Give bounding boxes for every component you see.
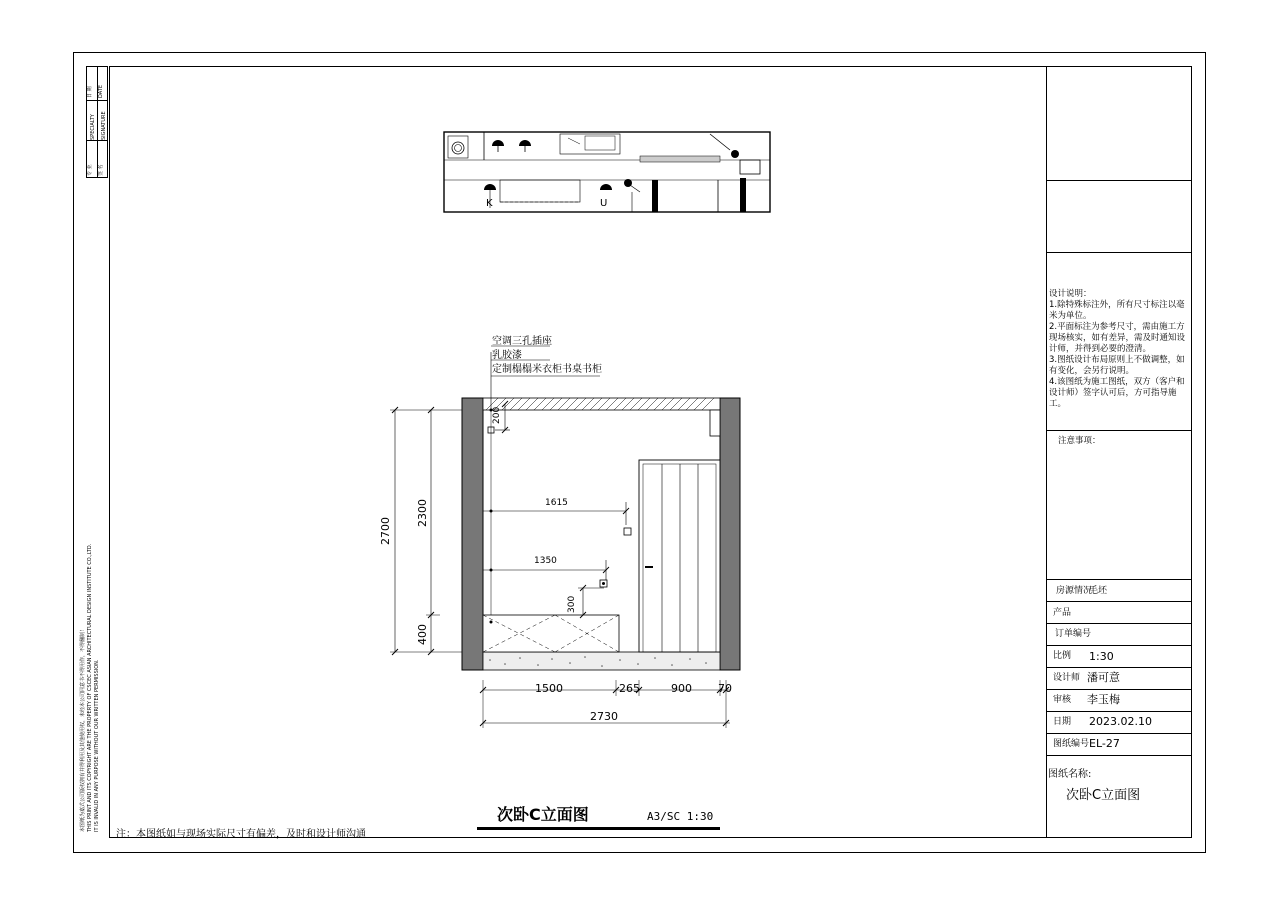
label-property: 房源情况 bbox=[1056, 586, 1093, 596]
date-label: 日 期 bbox=[87, 86, 93, 98]
dim-200: 200 bbox=[492, 406, 502, 424]
label-date: 日期 bbox=[1053, 717, 1072, 727]
dim-2730: 2730 bbox=[590, 710, 618, 723]
key-plan bbox=[440, 130, 775, 214]
left-wall bbox=[462, 398, 483, 670]
lamp-icon bbox=[484, 184, 496, 190]
svg-text:U: U bbox=[600, 198, 608, 209]
specialty-label: 专 业 bbox=[87, 164, 93, 176]
callout-tatami: 定制榻榻米衣柜书桌书柜 bbox=[492, 364, 602, 375]
drawing-title: 次卧C立面图 bbox=[497, 805, 589, 824]
drawing-scale: A3/SC 1:30 bbox=[647, 810, 714, 823]
dim-265: 265 bbox=[619, 682, 640, 695]
value-designer: 潘可意 bbox=[1087, 671, 1120, 684]
signature-label: 签 名 bbox=[98, 164, 104, 176]
drawing-name-label: 图纸名称: bbox=[1048, 769, 1092, 780]
wardrobe bbox=[639, 460, 720, 652]
elevation-drawing bbox=[380, 330, 760, 740]
ceiling bbox=[483, 398, 720, 410]
tatami-platform bbox=[483, 615, 619, 652]
label-scale: 比例 bbox=[1053, 651, 1072, 661]
dim-2700: 2700 bbox=[379, 517, 392, 545]
dim-2300: 2300 bbox=[416, 499, 429, 527]
value-date: 2023.02.10 bbox=[1089, 715, 1152, 728]
door-handle bbox=[645, 566, 653, 568]
dim-400: 400 bbox=[416, 624, 429, 645]
notes-title: 设计说明： bbox=[1049, 289, 1092, 299]
lamp-icon bbox=[492, 140, 504, 146]
socket-1615 bbox=[624, 528, 631, 535]
floor bbox=[483, 652, 720, 670]
label-reviewer: 审核 bbox=[1053, 695, 1072, 705]
note-4: 4.该图纸为施工图纸，双方（客户和设计师）签字认可后，方可指导施工。 bbox=[1049, 377, 1185, 409]
label-drawing-no: 图纸编号 bbox=[1053, 739, 1090, 749]
note-1: 1.除特殊标注外，所有尺寸标注以毫米为单位。 bbox=[1049, 300, 1185, 321]
title-underline bbox=[477, 827, 720, 830]
value-drawing-no: EL-27 bbox=[1089, 737, 1120, 750]
callout-ac-socket: 空调三孔插座 bbox=[492, 336, 552, 347]
attention-title: 注意事项： bbox=[1058, 436, 1101, 446]
signature-label-en: SIGNATURE bbox=[101, 111, 107, 140]
value-property: 毛坯 bbox=[1089, 586, 1108, 596]
dim-300: 300 bbox=[567, 595, 577, 613]
dim-70: 70 bbox=[718, 682, 732, 695]
dim-1500: 1500 bbox=[535, 682, 563, 695]
dim-1615: 1615 bbox=[545, 498, 568, 508]
copyright-cn: 本图纸为嘉式公司版权拥有并得利用及其他使用权，未经本公司同意书不得用作，不得翻制！ bbox=[80, 626, 86, 832]
callout-paint: 乳胶漆 bbox=[492, 350, 522, 361]
value-reviewer: 李玉梅 bbox=[1087, 693, 1120, 706]
dim-900: 900 bbox=[671, 682, 692, 695]
note-2: 2.平面标注为参考尺寸，需由施工方现场核实，如有差异，需及时通知设计师，并得到必要的澄清。 bbox=[1049, 322, 1186, 354]
value-scale: 1:30 bbox=[1089, 650, 1114, 663]
label-product: 产品 bbox=[1053, 608, 1072, 618]
lamp-icon bbox=[600, 184, 612, 190]
note-3: 3.图纸设计布局原则上不做调整，如有变化，会另行说明。 bbox=[1049, 355, 1185, 376]
switch-icon bbox=[731, 150, 739, 158]
callout-list bbox=[492, 335, 602, 377]
copyright-en-1: THIS PRINT AND ITS COPYRIGHT ARE THE PROPERTY OF CSCEC ASIAN ARCHITECTURAL DESIGN INSTITUTE CO.,LTD. bbox=[87, 543, 93, 832]
footer-note: 注：本图纸如与现场实际尺寸有偏差，及时和设计师沟通 bbox=[116, 829, 366, 840]
specialty-label-en: SPECIALTY bbox=[90, 114, 96, 140]
label-order: 订单编号 bbox=[1055, 629, 1092, 639]
date-label-en: DATE bbox=[98, 84, 104, 98]
label-designer: 设计师 bbox=[1053, 673, 1081, 683]
lamp-icon bbox=[519, 140, 531, 146]
copyright-en-2: IT IS INVALID IN ANY PURPOSE WITHOUT OUR WRITTEN PERMISSION. bbox=[94, 659, 100, 832]
svg-text:K: K bbox=[486, 198, 493, 209]
drawing-name-value: 次卧C立面图 bbox=[1066, 788, 1141, 803]
right-wall bbox=[720, 398, 740, 670]
dim-1350: 1350 bbox=[534, 556, 557, 566]
